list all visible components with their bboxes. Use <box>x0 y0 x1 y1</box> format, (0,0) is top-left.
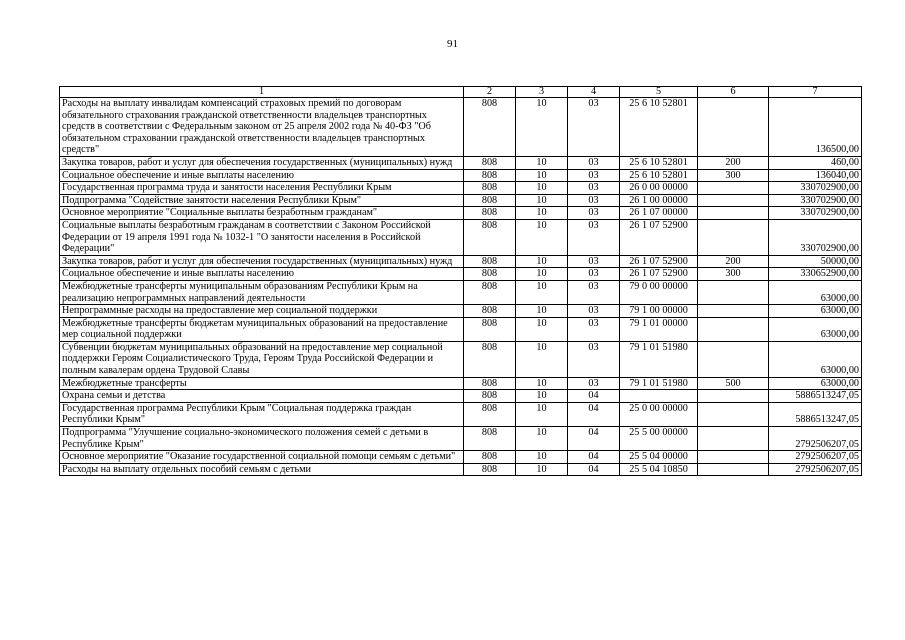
table-body <box>60 98 862 476</box>
cell-section: 10 <box>516 317 568 341</box>
table-row <box>60 268 862 281</box>
cell-amount: 2792506207,05 <box>769 451 862 464</box>
cell-section: 10 <box>516 255 568 268</box>
cell-target-article: 79 1 00 00000 <box>620 305 698 318</box>
row-description: Подпрограмма "Улучшение социально-экономического положения семей с детьми в Республике Крым" <box>60 427 464 451</box>
cell-amount: 136040,00 <box>769 169 862 182</box>
cell-section: 10 <box>516 207 568 220</box>
cell-expense-type <box>698 451 769 464</box>
cell-expense-type: 200 <box>698 255 769 268</box>
cell-expense-type <box>698 463 769 476</box>
cell-subsection: 03 <box>568 207 620 220</box>
cell-amount: 460,00 <box>769 156 862 169</box>
cell-subsection: 03 <box>568 305 620 318</box>
cell-ministry-code: 808 <box>464 268 516 281</box>
table-row <box>60 207 862 220</box>
cell-subsection: 04 <box>568 463 620 476</box>
cell-subsection: 03 <box>568 377 620 390</box>
cell-ministry-code: 808 <box>464 427 516 451</box>
cell-section: 10 <box>516 169 568 182</box>
row-description: Расходы на выплату отдельных пособий семьям с детьми <box>60 463 464 476</box>
row-description: Межбюджетные трансферты муниципальным образованиям Республики Крым на реализацию непрограммных направлений деятельности <box>60 280 464 304</box>
cell-ministry-code: 808 <box>464 377 516 390</box>
row-description: Государственная программа Республики Крым "Социальная поддержка граждан Республики Крым" <box>60 402 464 426</box>
cell-amount: 5886513247,05 <box>769 390 862 403</box>
cell-subsection: 03 <box>568 280 620 304</box>
cell-subsection: 03 <box>568 156 620 169</box>
cell-ministry-code: 808 <box>464 219 516 255</box>
cell-expense-type <box>698 194 769 207</box>
table-row <box>60 463 862 476</box>
cell-subsection: 03 <box>568 255 620 268</box>
cell-ministry-code: 808 <box>464 280 516 304</box>
cell-ministry-code: 808 <box>464 182 516 195</box>
row-description: Основное мероприятие "Оказание государственной социальной помощи семьям с детьми" <box>60 451 464 464</box>
cell-subsection: 04 <box>568 451 620 464</box>
cell-amount: 330652900,00 <box>769 268 862 281</box>
cell-ministry-code: 808 <box>464 341 516 377</box>
cell-target-article: 79 1 01 00000 <box>620 317 698 341</box>
cell-ministry-code: 808 <box>464 463 516 476</box>
cell-subsection: 03 <box>568 268 620 281</box>
cell-target-article: 79 1 01 51980 <box>620 377 698 390</box>
table-row <box>60 182 862 195</box>
row-description: Расходы на выплату инвалидам компенсаций страховых премий по договорам обязательного страхования гражданской ответственности владельцев транспортных средств в соответствии с Федеральным законом от 25 апреля 2002 года № 40-ФЗ "Об обязательном страховании гражданской ответственности владельцев транспортных средств" <box>60 98 464 157</box>
cell-section: 10 <box>516 98 568 157</box>
cell-subsection: 04 <box>568 427 620 451</box>
cell-expense-type <box>698 98 769 157</box>
cell-expense-type: 300 <box>698 268 769 281</box>
cell-ministry-code: 808 <box>464 156 516 169</box>
cell-section: 10 <box>516 377 568 390</box>
cell-target-article: 79 1 01 51980 <box>620 341 698 377</box>
cell-ministry-code: 808 <box>464 207 516 220</box>
cell-target-article: 79 0 00 00000 <box>620 280 698 304</box>
cell-target-article: 25 0 00 00000 <box>620 402 698 426</box>
cell-section: 10 <box>516 402 568 426</box>
cell-expense-type <box>698 427 769 451</box>
cell-section: 10 <box>516 451 568 464</box>
cell-target-article: 26 1 07 52900 <box>620 268 698 281</box>
cell-amount: 330702900,00 <box>769 182 862 195</box>
page-number: 91 <box>447 38 458 50</box>
cell-target-article: 25 6 10 52801 <box>620 156 698 169</box>
cell-ministry-code: 808 <box>464 451 516 464</box>
cell-subsection: 03 <box>568 341 620 377</box>
cell-section: 10 <box>516 194 568 207</box>
cell-subsection: 03 <box>568 194 620 207</box>
cell-amount: 2792506207,05 <box>769 427 862 451</box>
column-header: 6 <box>698 87 769 98</box>
cell-subsection: 03 <box>568 219 620 255</box>
cell-expense-type: 200 <box>698 156 769 169</box>
column-header: 4 <box>568 87 620 98</box>
cell-expense-type <box>698 182 769 195</box>
cell-expense-type: 500 <box>698 377 769 390</box>
cell-expense-type <box>698 341 769 377</box>
table-row <box>60 280 862 304</box>
row-description: Государственная программа труда и занятости населения Республики Крым <box>60 182 464 195</box>
cell-ministry-code: 808 <box>464 255 516 268</box>
table-row <box>60 402 862 426</box>
table-row <box>60 255 862 268</box>
row-description: Межбюджетные трансферты бюджетам муниципальных образований на предоставление мер социальной поддержки <box>60 317 464 341</box>
cell-amount: 136500,00 <box>769 98 862 157</box>
table-row <box>60 317 862 341</box>
cell-section: 10 <box>516 427 568 451</box>
cell-target-article: 26 1 00 00000 <box>620 194 698 207</box>
cell-section: 10 <box>516 305 568 318</box>
cell-ministry-code: 808 <box>464 98 516 157</box>
row-description: Основное мероприятие "Социальные выплаты безработным гражданам" <box>60 207 464 220</box>
cell-target-article: 25 5 04 10850 <box>620 463 698 476</box>
cell-target-article: 25 5 00 00000 <box>620 427 698 451</box>
header-row <box>60 87 862 98</box>
cell-target-article: 25 5 04 00000 <box>620 451 698 464</box>
row-description: Подпрограмма "Содействие занятости населения Республики Крым" <box>60 194 464 207</box>
cell-ministry-code: 808 <box>464 402 516 426</box>
cell-expense-type <box>698 280 769 304</box>
cell-amount: 63000,00 <box>769 280 862 304</box>
table-row <box>60 305 862 318</box>
cell-ministry-code: 808 <box>464 390 516 403</box>
table-row <box>60 341 862 377</box>
cell-target-article: 26 1 07 52900 <box>620 255 698 268</box>
table-row <box>60 427 862 451</box>
table-row <box>60 377 862 390</box>
cell-amount: 50000,00 <box>769 255 862 268</box>
budget-table <box>59 86 862 476</box>
column-header: 5 <box>620 87 698 98</box>
cell-target-article: 25 6 10 52801 <box>620 169 698 182</box>
cell-section: 10 <box>516 268 568 281</box>
table-row <box>60 156 862 169</box>
cell-ministry-code: 808 <box>464 169 516 182</box>
cell-amount: 63000,00 <box>769 317 862 341</box>
table-row <box>60 451 862 464</box>
cell-target-article: 26 0 00 00000 <box>620 182 698 195</box>
cell-target-article: 26 1 07 00000 <box>620 207 698 220</box>
cell-subsection: 03 <box>568 182 620 195</box>
table-row <box>60 98 862 157</box>
cell-section: 10 <box>516 156 568 169</box>
cell-expense-type <box>698 207 769 220</box>
column-header: 2 <box>464 87 516 98</box>
cell-section: 10 <box>516 219 568 255</box>
table-row <box>60 169 862 182</box>
cell-expense-type <box>698 219 769 255</box>
row-description: Субвенции бюджетам муниципальных образований на предоставление мер социальной поддержки Героям Социалистического Труда, Героям Труда Российской Федерации и полным кавалерам ордена Трудовой Славы <box>60 341 464 377</box>
cell-target-article <box>620 390 698 403</box>
cell-amount: 63000,00 <box>769 305 862 318</box>
cell-amount: 330702900,00 <box>769 194 862 207</box>
cell-amount: 63000,00 <box>769 377 862 390</box>
cell-ministry-code: 808 <box>464 317 516 341</box>
cell-section: 10 <box>516 341 568 377</box>
cell-target-article: 26 1 07 52900 <box>620 219 698 255</box>
cell-amount: 5886513247,05 <box>769 402 862 426</box>
row-description: Закупка товаров, работ и услуг для обеспечения государственных (муниципальных) нужд <box>60 156 464 169</box>
cell-section: 10 <box>516 463 568 476</box>
column-header: 7 <box>769 87 862 98</box>
table-row <box>60 194 862 207</box>
cell-expense-type <box>698 317 769 341</box>
cell-section: 10 <box>516 280 568 304</box>
cell-amount: 2792506207,05 <box>769 463 862 476</box>
cell-ministry-code: 808 <box>464 305 516 318</box>
column-header: 3 <box>516 87 568 98</box>
cell-expense-type <box>698 402 769 426</box>
cell-subsection: 03 <box>568 317 620 341</box>
row-description: Охрана семьи и детства <box>60 390 464 403</box>
column-header: 1 <box>60 87 464 98</box>
cell-target-article: 25 6 10 52801 <box>620 98 698 157</box>
cell-section: 10 <box>516 390 568 403</box>
row-description: Межбюджетные трансферты <box>60 377 464 390</box>
table-row <box>60 219 862 255</box>
cell-amount: 63000,00 <box>769 341 862 377</box>
cell-subsection: 04 <box>568 390 620 403</box>
cell-ministry-code: 808 <box>464 194 516 207</box>
cell-subsection: 03 <box>568 169 620 182</box>
row-description: Социальные выплаты безработным гражданам в соответствии с Законом Российской Федерации от 19 апреля 1991 года № 1032-1 "О занятости населения в Российской Федерации" <box>60 219 464 255</box>
row-description: Социальное обеспечение и иные выплаты населению <box>60 268 464 281</box>
cell-section: 10 <box>516 182 568 195</box>
cell-amount: 330702900,00 <box>769 219 862 255</box>
cell-amount: 330702900,00 <box>769 207 862 220</box>
cell-expense-type: 300 <box>698 169 769 182</box>
table-row <box>60 390 862 403</box>
row-description: Закупка товаров, работ и услуг для обеспечения государственных (муниципальных) нужд <box>60 255 464 268</box>
cell-subsection: 04 <box>568 402 620 426</box>
cell-expense-type <box>698 305 769 318</box>
row-description: Социальное обеспечение и иные выплаты населению <box>60 169 464 182</box>
cell-subsection: 03 <box>568 98 620 157</box>
cell-expense-type <box>698 390 769 403</box>
row-description: Непрограммные расходы на предоставление мер социальной поддержки <box>60 305 464 318</box>
